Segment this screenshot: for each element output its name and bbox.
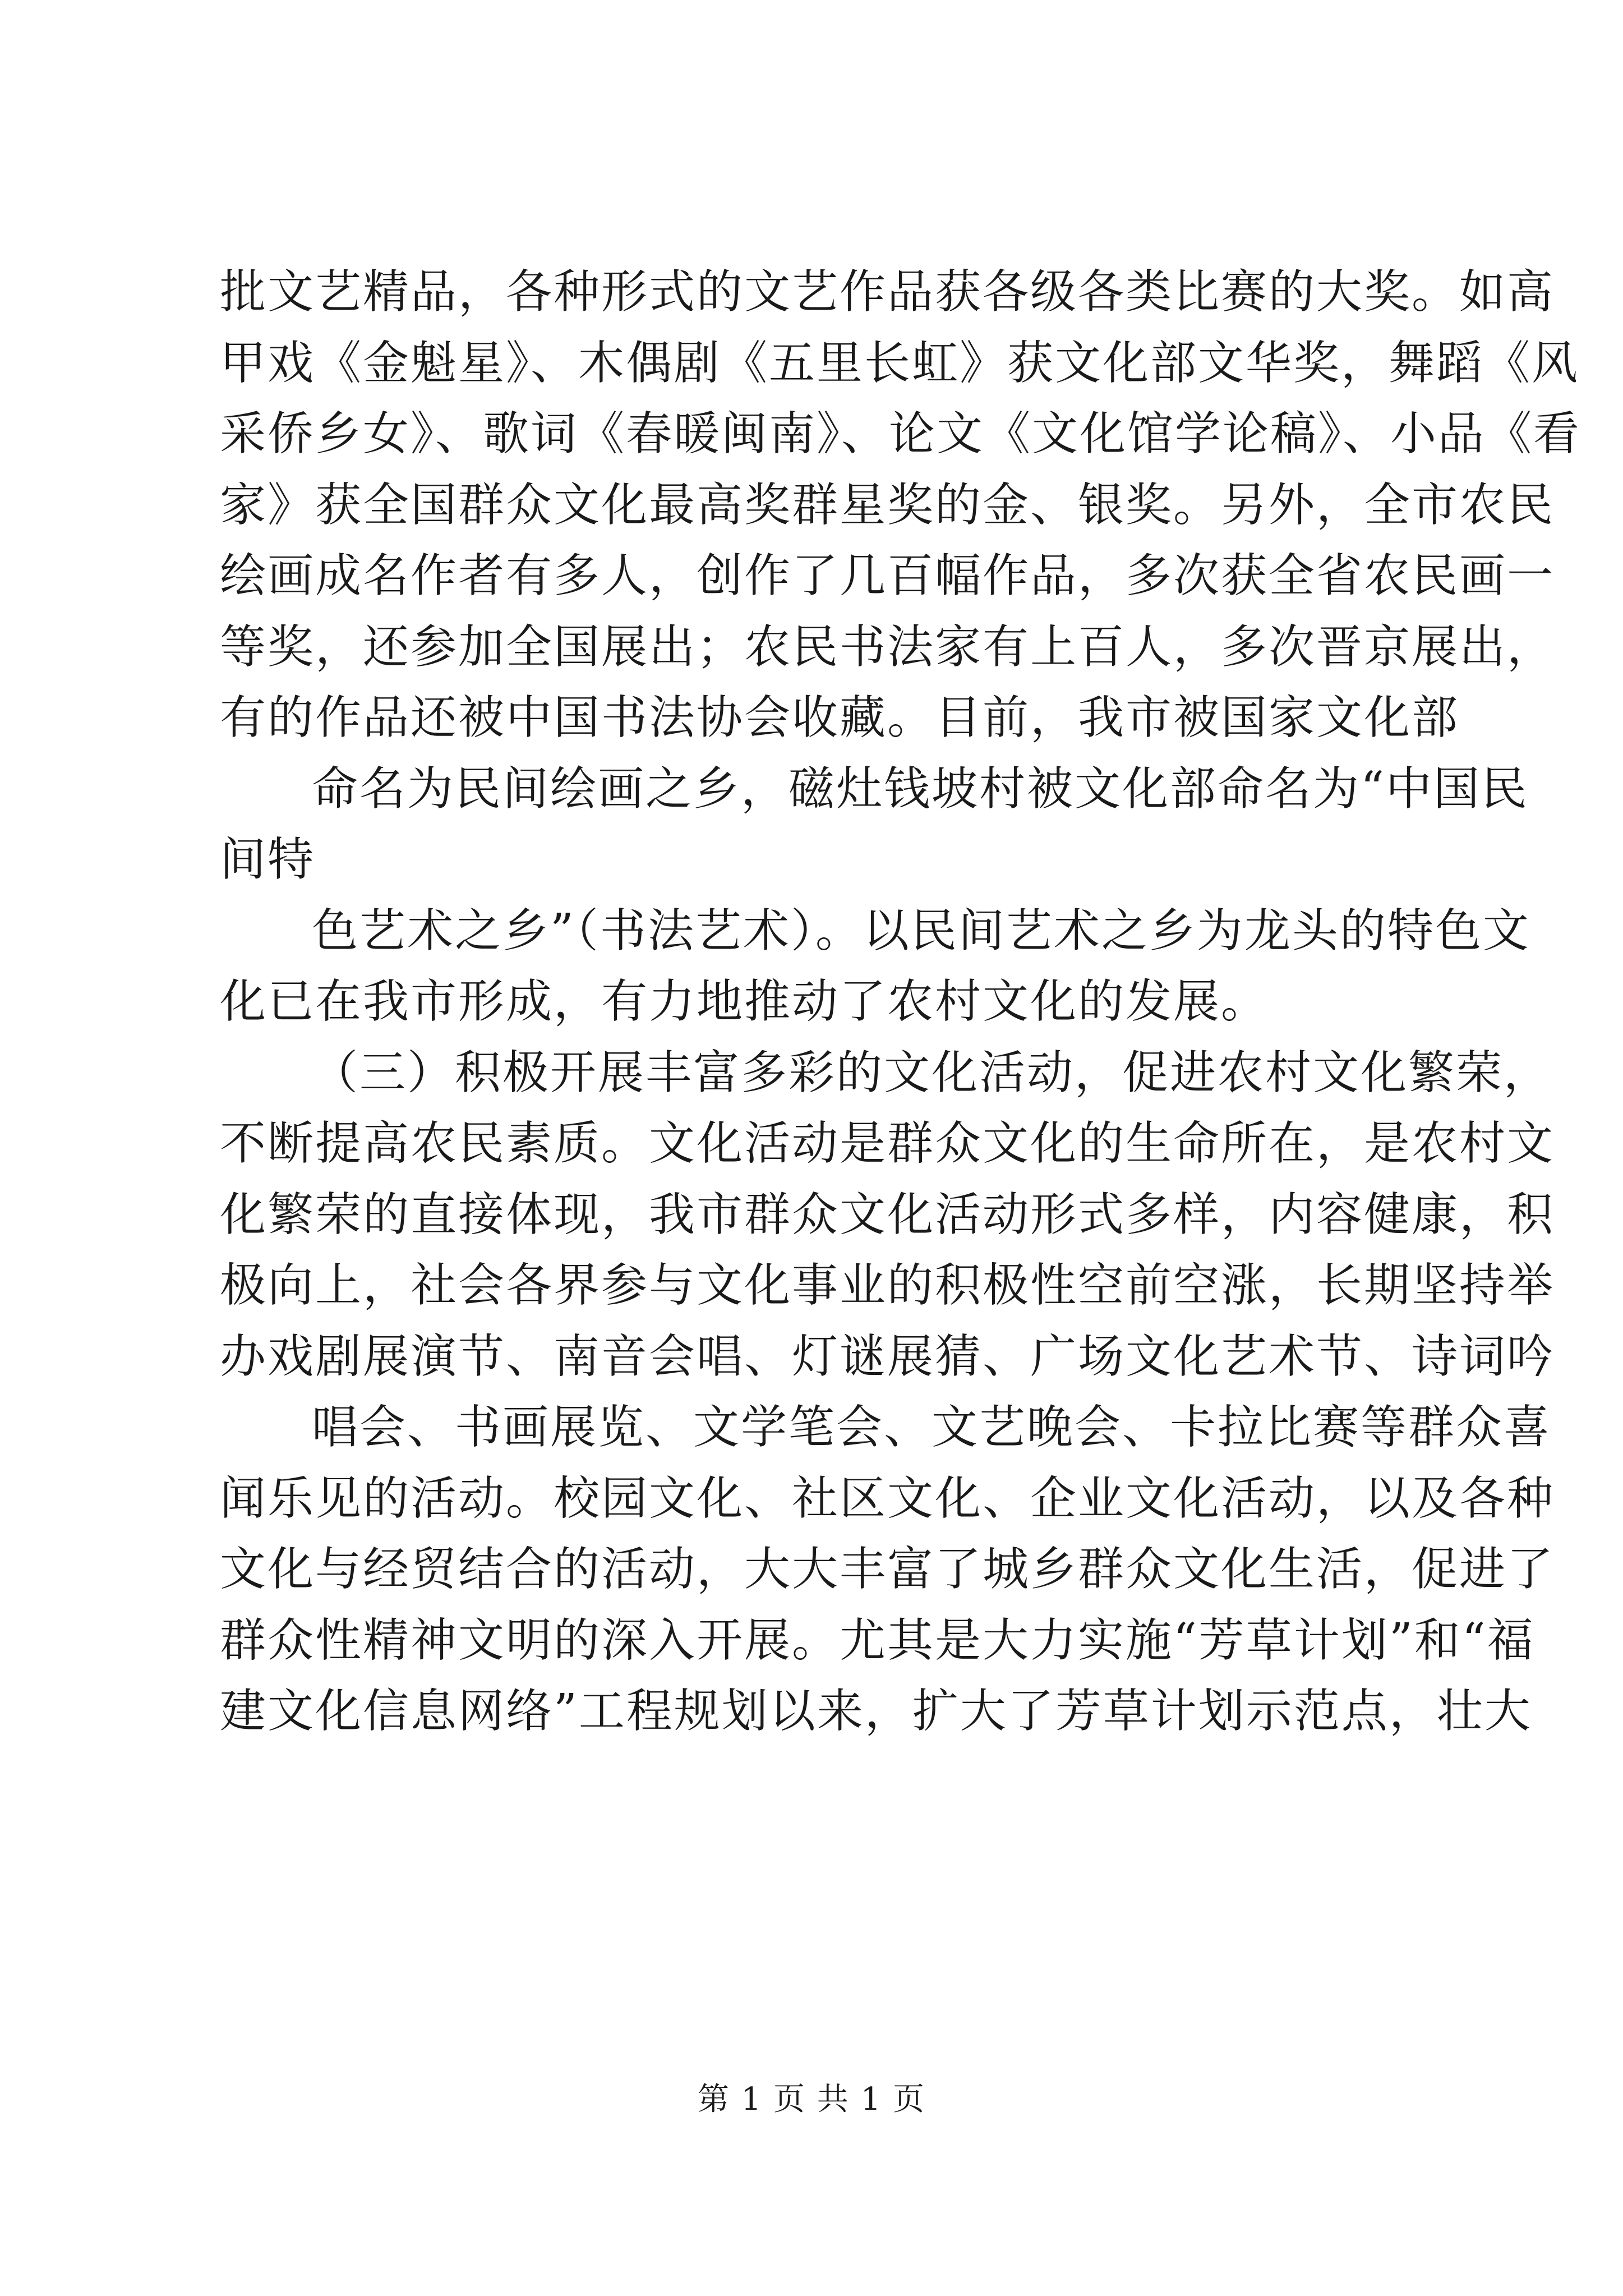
text-line: 极向上，社会各界参与文化事业的积极性空前空涨，长期坚持举 [220,1259,1555,1312]
text-line: 化已在我市形成，有力地推动了农村文化的发展。 [220,975,1269,1028]
text-line: 化繁荣的直接体现，我市群众文化活动形式多样，内容健康，积 [220,1188,1555,1241]
text-line: 等奖，还参加全国展出；农民书法家有上百人，多次晋京展出， [220,620,1555,674]
page-footer [0,2080,1623,2119]
text-line: 闻乐见的活动。校园文化、社区文化、企业文化活动，以及各种 [220,1471,1555,1525]
text-line: 建文化信息网络”工程规划以来，扩大了芳草计划示范点，壮大 [220,1685,1532,1738]
text-line-indented: 色艺术之乡”（书法艺术）。以民间艺术之乡为龙头的特色文 [312,904,1530,958]
text-line: 群众性精神文明的深入开展。尤其是大力实施“芳草计划”和“福 [220,1613,1535,1667]
text-line-indented: 命名为民间绘画之乡，磁灶钱坡村被文化部命名为“中国民 [312,762,1529,816]
text-line: 不断提高农民素质。文化活动是群众文化的生命所在，是农村文 [220,1117,1555,1170]
text-line: 间特 [220,833,316,886]
document-body [220,257,1581,1747]
text-line: 批文艺精品，各种形式的文艺作品获各级各类比赛的大奖。如高 [220,265,1555,319]
text-line: 采侨乡女》、歌词《春暖闽南》、论文《文化馆学论稿》、小品《看 [220,407,1581,461]
text-line: 文化与经贸结合的活动，大大丰富了城乡群众文化生活，促进了 [220,1543,1555,1596]
text-line: 绘画成名作者有多人，创作了几百幅作品，多次获全省农民画一 [220,549,1555,602]
text-line: 有的作品还被中国书法协会收藏。目前，我市被国家文化部 [220,691,1460,744]
page-number-label: 第 1 页 共 1 页 [697,2081,926,2118]
text-line: 家》获全国群众文化最高奖群星奖的金、银奖。另外，全市农民 [220,478,1555,532]
section-heading-line: （三）积极开展丰富多彩的文化活动，促进农村文化繁荣， [312,1046,1552,1099]
text-line: 办戏剧展演节、南音会唱、灯谜展猜、广场文化艺术节、诗词吟 [220,1329,1555,1383]
text-line: 甲戏《金魁星》、木偶剧《五里长虹》获文化部文华奖，舞蹈《风 [220,336,1580,390]
text-line-indented: 唱会、书画展览、文学笔会、文艺晚会、卡拉比赛等群众喜 [312,1401,1552,1454]
